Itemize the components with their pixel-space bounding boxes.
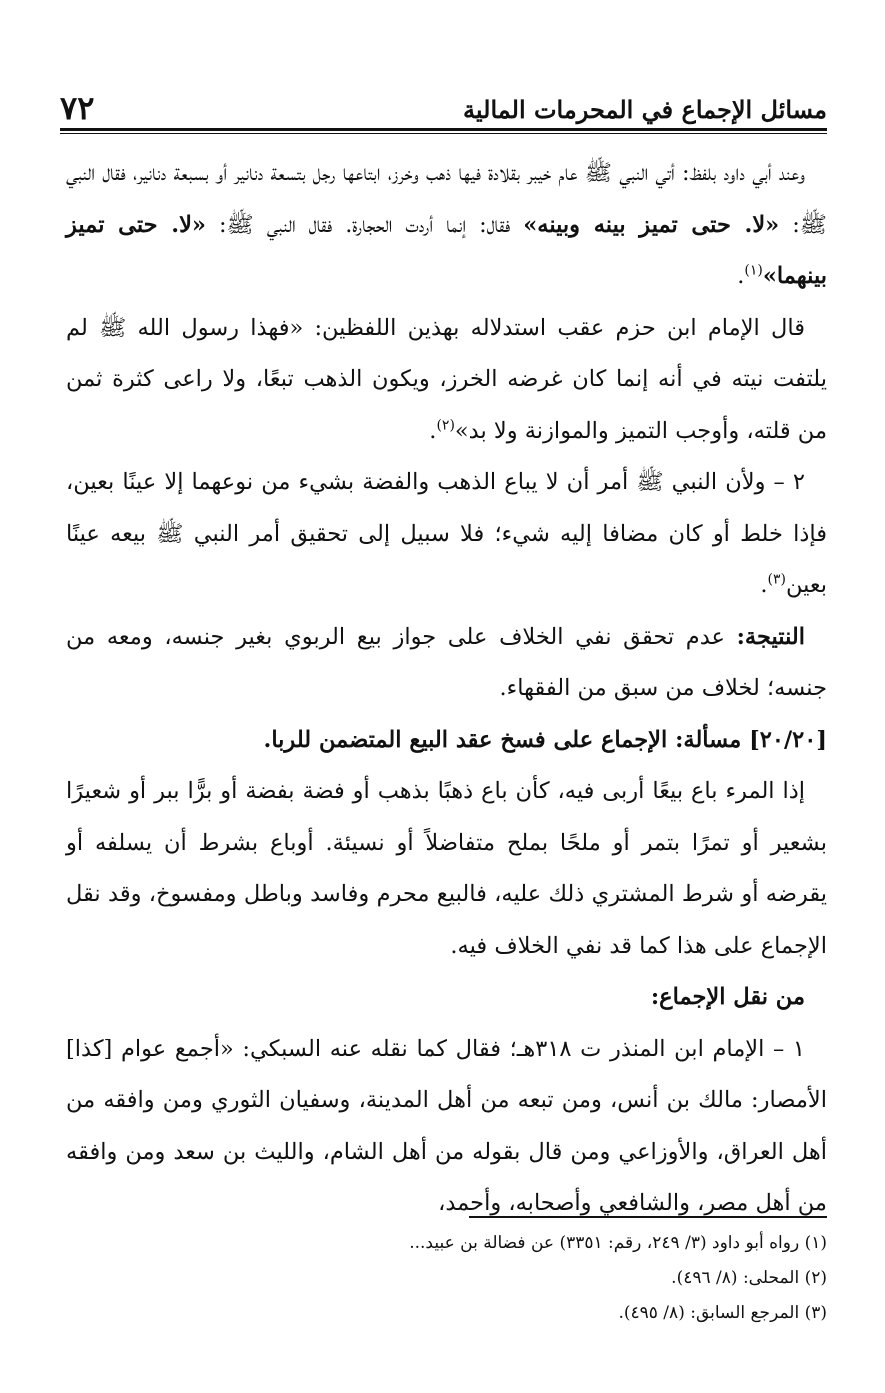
hadith-quote: «لا. حتى تميز بينه وبينه» <box>523 211 780 238</box>
section-heading: [٢٠/٢٠] مسألة: الإجماع على فسخ عقد البيع المتضمن للربا. <box>263 726 827 753</box>
footnote-2: (٢) المحلى: (٨/ ٤٩٦). <box>671 1268 827 1288</box>
running-header <box>60 80 827 126</box>
footnote-ref[interactable]: (٣) <box>767 571 786 588</box>
subheading: من نقل الإجماع: <box>650 984 805 1010</box>
footnote-1: (١) رواه أبو داود (٣/ ٢٤٩، رقم: ٣٣٥١) عن فضالة بن عبيد... <box>409 1233 827 1253</box>
page-number: ٧٢ <box>60 89 95 127</box>
paragraph-result: النتيجة: عدم تحقق نفي الخلاف على جواز بيع الربوي بغير جنسه، ومعه من جنسه؛ لخلاف من سبق من الفقهاء. <box>66 623 827 701</box>
main-text <box>66 148 827 1230</box>
paragraph-1: وعند أبي داود بلفظ: أتي النبي ﷺ عام خيبر بقلادة فيها ذهب وخرز، ابتاعها رجل بتسعة دنانير أو بسبعة دنانير، فقال النبي ﷺ: «لا. حتى تميز بينه وبينه» فقال: إنما أردت الحجارة. فقال النبي ﷺ: «لا. حتى تميز بينهما»$^{(١)}$. <box>66 160 827 289</box>
hadith-quote: «لا. حتى تميز بينهما» <box>66 211 827 289</box>
result-label: النتيجة: <box>736 623 805 650</box>
header-rule <box>60 128 827 134</box>
paragraph-3: ٢ – ولأن النبي ﷺ أمر أن لا يباع الذهب والفضة بشيء من نوعهما إلا عينًا بعين، فإذا خلط أو كان مضافا إليه شيء؛ فلا سبيل إلى تحقيق أمر النبي ﷺ بيعه عينًا بعين$^{(٣)}$. <box>66 469 827 598</box>
paragraph-6: ١ – الإمام ابن المنذر ت ٣١٨هـ؛ فقال كما نقله عنه السبكي: «أجمع عوام [كذا] الأمصار: مالك بن أنس، ومن تبعه من أهل المدينة، وسفيان الثوري ومن وافقه من أهل العراق، والأوزاعي ومن قال بقوله من أهل الشام، والليث بن سعد ومن وافقه من أهل مصر، والشافعي وأصحابه، وأحمد، <box>66 1035 827 1216</box>
footnote-3: (٣) المرجع السابق: (٨/ ٤٩٥). <box>618 1303 827 1323</box>
issue-number: [٢٠/٢٠] <box>749 726 827 753</box>
footnote-separator <box>469 1216 827 1218</box>
paragraph-5: إذا المرء باع بيعًا أربى فيه، كأن باع ذهبًا بذهب أو فضة بفضة أو برًّا ببر أو شعيرًا بشعير أو تمرًا بتمر أو ملحًا بملح متفاضلاً أو نسيئة. أوباع بشرط أن يسلفه أو يقرضه أو شرط المشتري ذلك عليه، فالبيع محرم وفاسد وباطل ومفسوخ، وقد نقل الإجماع على هذا كما قد نفي الخلاف فيه. <box>66 778 827 959</box>
paragraph-2: قال الإمام ابن حزم عقب استدلاله بهذين اللفظين: «فهذا رسول الله ﷺ لم يلتفت نيته في أنه إنما كان غرضه الخرز، ويكون الذهب تبعًا، ولا راعى كثرة ثمن من قلته، وأوجب التميز والموازنة ولا بد»$^{(٢)}$. <box>66 314 827 444</box>
footnotes <box>66 1226 827 1331</box>
footnote-ref[interactable]: (٢) <box>436 417 455 433</box>
running-title: مسائل الإجماع في المحرمات المالية <box>463 95 827 124</box>
footnote-ref[interactable]: (١) <box>744 262 763 279</box>
